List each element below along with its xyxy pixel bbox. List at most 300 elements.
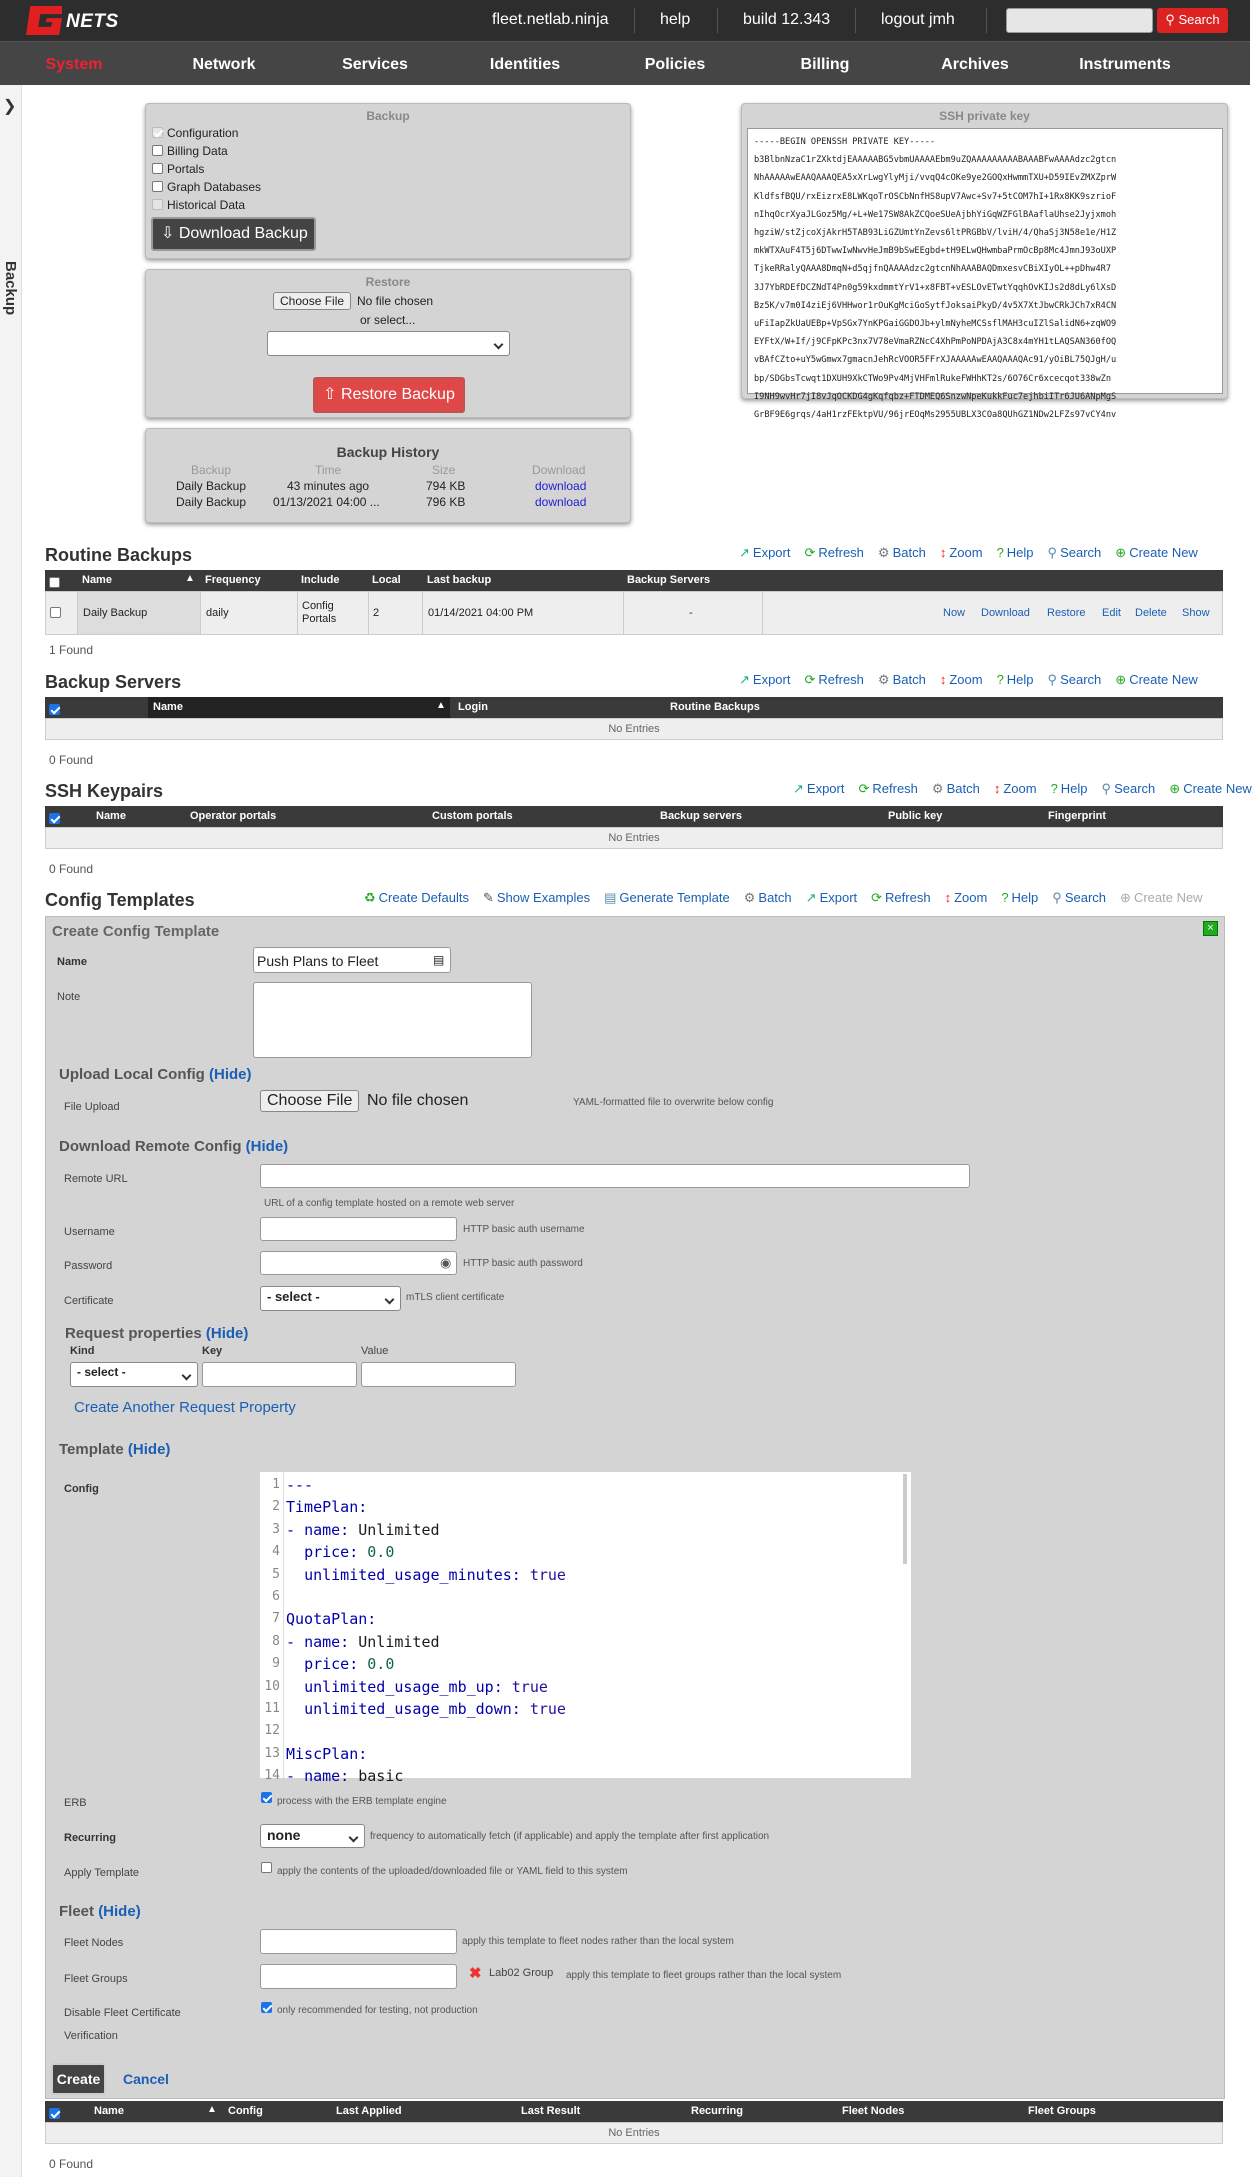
hide-download-link[interactable]: (Hide): [245, 1138, 289, 1155]
nav-policies[interactable]: Policies: [644, 56, 706, 73]
erb-label: ERB: [64, 1797, 87, 1809]
disable-cert-label-2: Verification: [64, 2030, 118, 2042]
col-public-key[interactable]: Public key: [888, 810, 943, 822]
eye-icon[interactable]: ◉: [440, 1255, 452, 1270]
hide-upload-link[interactable]: (Hide): [209, 1066, 252, 1083]
batch-icon: ⚙: [743, 890, 756, 905]
col-backup-servers[interactable]: Backup Servers: [627, 574, 711, 586]
col-custom-portals[interactable]: Custom portals: [432, 810, 513, 822]
tool-refresh[interactable]: [804, 545, 863, 560]
key-line: hgziW/stZjcoXjAkrH5TAB93LiGZUmtYnZevs6ltPRGBbV/lviH/4/QhaSj3N58e1e/H1Z: [754, 228, 1117, 239]
history-title: Backup History: [336, 444, 440, 460]
tool-label: Search: [1064, 890, 1107, 905]
cell-last-backup: 01/14/2021 04:00 PM: [428, 607, 534, 619]
apply-template-checkbox[interactable]: [261, 1861, 276, 1875]
fleet-groups-input[interactable]: [260, 1964, 457, 1989]
value-input[interactable]: [361, 1362, 516, 1387]
action-restore[interactable]: Restore: [1047, 607, 1086, 619]
fleet-group-tag: Lab02 Group: [489, 1967, 554, 1979]
code-line: - name: basic: [286, 1767, 404, 1786]
recurring-label: Recurring: [64, 1832, 116, 1844]
panel-title: SSH private key: [939, 109, 1030, 123]
tool-label: Export: [819, 890, 858, 905]
cancel-link[interactable]: Cancel: [123, 2071, 169, 2087]
refresh-icon: ⟳: [804, 672, 816, 687]
disable-cert-label: Disable Fleet Certificate: [64, 2007, 181, 2019]
search-button[interactable]: [1157, 8, 1228, 33]
action-delete[interactable]: Delete: [1135, 607, 1167, 619]
tool-label: Search: [1060, 672, 1102, 687]
tool-zoom[interactable]: [945, 890, 988, 905]
action-download[interactable]: Download: [981, 607, 1030, 619]
erb-checkbox[interactable]: [261, 1791, 276, 1805]
nav-instruments[interactable]: Instruments: [1079, 56, 1171, 73]
col-local[interactable]: Local: [372, 574, 401, 586]
section-label: Request properties: [65, 1325, 202, 1342]
section-label: Download Remote Config: [59, 1138, 242, 1155]
line-number: 10: [264, 1678, 280, 1694]
file-hint: YAML-formatted file to overwrite below config: [573, 1097, 774, 1108]
option-billing-data[interactable]: [152, 144, 228, 158]
close-icon[interactable]: ×: [1203, 921, 1218, 936]
tool-label: Help: [1011, 890, 1039, 905]
tool-export[interactable]: [739, 545, 790, 560]
tool-create-defaults[interactable]: [364, 890, 469, 905]
history-time: 43 minutes ago: [287, 479, 370, 493]
option-portals[interactable]: [152, 162, 204, 176]
tool-batch[interactable]: [878, 545, 926, 560]
line-number: 2: [272, 1499, 280, 1515]
line-number: 1: [272, 1477, 280, 1492]
value-label: Value: [361, 1345, 389, 1357]
col-frequency[interactable]: Frequency: [205, 574, 261, 586]
tool-label: Refresh: [818, 545, 864, 560]
zoom-icon: ↕: [993, 781, 1001, 796]
divider: [717, 8, 718, 33]
sidebar-label[interactable]: Backup: [2, 261, 19, 316]
gutter-divider: [283, 1472, 284, 1778]
key-line: GrBF9E6grqs/4aH1rzFEktpVU/96jrEOqMs2955UBLX3COa8QUhGZ1NDw2LFZs97vCY4nv: [754, 410, 1117, 421]
checkbox: [261, 2002, 272, 2013]
username-input[interactable]: [260, 1217, 457, 1241]
tool-label: Export: [806, 781, 845, 796]
divider: [634, 8, 635, 33]
col-name[interactable]: Name: [153, 701, 183, 713]
result-count: 0 Found: [49, 2157, 94, 2171]
history-backup: Daily Backup: [176, 479, 247, 493]
checkbox: [50, 607, 61, 618]
export-icon: ↗: [739, 545, 750, 560]
line-number: 4: [272, 1544, 280, 1560]
tool-generate-template[interactable]: [604, 890, 730, 905]
hide-request-props-link[interactable]: (Hide): [205, 1325, 249, 1342]
zoom-icon: ↕: [939, 545, 947, 560]
code-line: unlimited_usage_mb_up: true: [304, 1677, 548, 1696]
tool-help[interactable]: [1051, 781, 1088, 796]
create-new-icon: ⊕: [1115, 672, 1127, 687]
divider: [422, 592, 423, 634]
ssh-key-textarea[interactable]: [747, 128, 1223, 421]
tool-search[interactable]: [1048, 545, 1102, 560]
zoom-icon: ↕: [939, 672, 947, 687]
download-backup-label: Download Backup: [178, 225, 308, 242]
line-number: 5: [272, 1566, 280, 1582]
col-login[interactable]: Login: [458, 701, 488, 713]
apply-template-hint: apply the contents of the uploaded/downloaded file or YAML field to this system: [277, 1866, 628, 1877]
col-include[interactable]: Include: [301, 574, 340, 586]
fleet-section-title: [59, 1903, 141, 1920]
row-checkbox[interactable]: [50, 606, 65, 620]
tool-batch[interactable]: [878, 672, 926, 687]
routine-backups-title: Routine Backups: [45, 545, 193, 565]
section-label: Fleet: [59, 1903, 95, 1920]
tool-refresh[interactable]: [858, 781, 917, 796]
search-icon: ⚲: [1165, 12, 1175, 27]
divider: [855, 8, 856, 33]
nav-billing[interactable]: Billing: [800, 56, 850, 73]
tool-label: Batch: [946, 781, 980, 796]
select-value: - select -: [267, 1289, 320, 1304]
col-fleet-nodes[interactable]: Fleet Nodes: [842, 2105, 905, 2117]
generate-template-icon: ▤: [604, 890, 617, 905]
divider: [986, 8, 987, 33]
kind-select[interactable]: [70, 1362, 198, 1387]
nav-archives[interactable]: Archives: [941, 56, 1009, 73]
tool-help[interactable]: [997, 672, 1034, 687]
host-link[interactable]: fleet.netlab.ninja: [492, 11, 609, 28]
logout-link[interactable]: logout jmh: [881, 11, 955, 28]
main-nav: [0, 41, 1250, 85]
tool-zoom[interactable]: [994, 781, 1037, 796]
cell-name: Daily Backup: [83, 607, 148, 619]
apply-template-label: Apply Template: [64, 1867, 140, 1879]
ssh-key-panel: [741, 103, 1228, 421]
search-button-label: Search: [1178, 12, 1220, 27]
search-input[interactable]: [1006, 8, 1153, 33]
line-number: 3: [272, 1521, 280, 1537]
checkbox[interactable]: [152, 163, 163, 174]
export-icon: ↗: [739, 672, 750, 687]
checkbox[interactable]: [152, 145, 163, 156]
key-line: uFiIapZkUaUEBp+VpSGx7YnKPGaiGGDOJb+ylmNyheMCSsflMAH3cuIZlSalidN6+zqWO9: [754, 319, 1117, 330]
username-hint: HTTP basic auth username: [463, 1224, 585, 1235]
line-number: 7: [272, 1611, 280, 1627]
hide-template-link[interactable]: (Hide): [127, 1441, 171, 1458]
col-name[interactable]: Name: [82, 574, 112, 586]
select-all-checkbox[interactable]: [49, 2104, 64, 2117]
panel-title: Backup: [366, 109, 410, 123]
line-number: 12: [264, 1723, 280, 1739]
tool-show-examples[interactable]: [483, 890, 590, 905]
refresh-icon: ⟳: [871, 890, 883, 905]
col-fingerprint[interactable]: Fingerprint: [1048, 810, 1107, 822]
option-graph-databases[interactable]: [152, 180, 261, 194]
create-new-icon: ⊕: [1169, 781, 1181, 796]
logo-text: NETS: [66, 11, 119, 32]
no-entries: No Entries: [45, 2122, 1223, 2144]
tool-export[interactable]: [739, 672, 790, 687]
tool-zoom[interactable]: [940, 672, 983, 687]
col-header: Time: [315, 463, 342, 477]
search-icon: ⚲: [1052, 890, 1062, 905]
name-input[interactable]: [253, 947, 451, 973]
line-number: 6: [272, 1589, 280, 1604]
divider: [623, 592, 624, 634]
option-historical-data[interactable]: [152, 198, 245, 212]
help-link[interactable]: help: [660, 11, 691, 28]
tool-batch[interactable]: [932, 781, 980, 796]
file-status: No file chosen: [357, 294, 434, 308]
col-fleet-groups[interactable]: Fleet Groups: [1028, 2105, 1096, 2117]
tool-create-new[interactable]: [1115, 672, 1198, 687]
key-line: Bz5K/v7m0I4ziEj6VHHwor1rOuKgMciGoSytfJoksaiPkyD/4v5X7XtJbwCRkJCh7xR4CN: [754, 300, 1117, 311]
create-defaults-icon: ♻: [364, 890, 376, 905]
option-label: Configuration: [167, 126, 239, 140]
key-input[interactable]: [202, 1362, 357, 1387]
code-line: - name: Unlimited: [286, 1632, 440, 1651]
tool-label: Create New: [1129, 545, 1198, 560]
tool-label: Show Examples: [496, 890, 591, 905]
col-routine-backups[interactable]: Routine Backups: [670, 701, 760, 713]
tool-create-new[interactable]: [1169, 781, 1252, 796]
sort-asc-icon[interactable]: ▲: [185, 573, 195, 584]
sort-asc-icon[interactable]: ▲: [207, 2104, 217, 2115]
col-last-result[interactable]: Last Result: [521, 2105, 581, 2117]
password-hint: HTTP basic auth password: [463, 1258, 583, 1269]
create-new-icon: ⊕: [1120, 890, 1131, 905]
select-all-checkbox[interactable]: [49, 809, 64, 822]
ssh-keypairs-header: [45, 806, 1223, 827]
col-last-backup[interactable]: Last backup: [427, 574, 492, 586]
checkbox[interactable]: [152, 127, 163, 138]
ssh-keypairs-title: SSH Keypairs: [45, 781, 164, 801]
config-code-editor[interactable]: [260, 1472, 911, 1786]
editor-scrollbar[interactable]: [903, 1474, 907, 1564]
history-time: 01/13/2021 04:00 ...: [273, 495, 380, 509]
backup-servers-toolbar: [725, 672, 1198, 688]
refresh-icon: ⟳: [804, 545, 816, 560]
tool-refresh[interactable]: [804, 672, 863, 687]
disable-cert-hint: only recommended for testing, not production: [277, 2005, 478, 2016]
nav-system[interactable]: System: [45, 56, 103, 73]
tool-label: Create New: [1183, 781, 1252, 796]
routine-backups-header: [45, 570, 1223, 591]
logo[interactable]: [26, 6, 126, 35]
kind-label: Kind: [70, 1345, 95, 1357]
tool-create-new[interactable]: [1120, 890, 1203, 905]
export-icon: ↗: [793, 781, 804, 796]
tool-label: Export: [752, 672, 791, 687]
option-configuration[interactable]: [152, 126, 238, 140]
result-count: 1 Found: [49, 643, 94, 657]
fleet-groups-hint: apply this template to fleet groups rather than the local system: [566, 1970, 842, 1981]
cell-local: 2: [373, 607, 380, 619]
line-number: 11: [264, 1701, 280, 1716]
option-label: Billing Data: [167, 144, 228, 158]
note-textarea[interactable]: [253, 982, 532, 1058]
request-props-title: [65, 1325, 248, 1342]
tool-zoom[interactable]: [940, 545, 983, 560]
key-line: 3J7YbRDEfDCZNdT4Pn0g59kxdmmtYrV1+x8FBT+vESLOvETwtYqqhOvKIJs2d8dLy6lXsD: [754, 282, 1117, 293]
checkbox: [49, 2108, 60, 2119]
config-templates-title: Config Templates: [45, 890, 195, 910]
table-row[interactable]: [45, 591, 1223, 635]
cell-servers: -: [689, 607, 693, 619]
action-now[interactable]: Now: [943, 607, 966, 619]
section-label: Upload Local Config: [59, 1066, 205, 1083]
create-new-icon: ⊕: [1115, 545, 1127, 560]
col-name[interactable]: Name: [94, 2105, 124, 2117]
top-bar: [0, 0, 1250, 41]
col-header: Size: [432, 463, 456, 477]
col-backup-servers[interactable]: Backup servers: [660, 810, 742, 822]
no-entries: No Entries: [45, 718, 1223, 740]
hide-fleet-link[interactable]: (Hide): [98, 1903, 141, 1920]
remote-url-input[interactable]: [260, 1164, 970, 1188]
create-request-property-link[interactable]: Create Another Request Property: [74, 1399, 296, 1416]
password-input[interactable]: [260, 1251, 457, 1275]
cell-include: Config Portals: [302, 600, 337, 625]
checkbox: [49, 577, 60, 588]
history-download-link[interactable]: download: [535, 495, 587, 509]
option-label: Historical Data: [167, 198, 246, 212]
key-line: mkWTXAuF4T5j6DTwwIwNwvHeJmB9bSwEEgbd+tH9ELwQHwmbaPrmOcBp8Mc4JmnJ93oUXP: [754, 246, 1117, 257]
tool-search[interactable]: [1102, 781, 1156, 796]
nav-services[interactable]: Services: [342, 56, 408, 73]
tool-label: Search: [1060, 545, 1102, 560]
tool-search[interactable]: [1052, 890, 1106, 905]
sort-asc-icon[interactable]: ▲: [436, 700, 446, 711]
disable-cert-checkbox[interactable]: [261, 2001, 276, 2015]
select-all-checkbox[interactable]: [49, 700, 64, 713]
choose-file-button[interactable]: Choose File: [273, 292, 351, 310]
chevron-right-icon[interactable]: ❯: [3, 98, 17, 115]
history-size: 796 KB: [426, 495, 466, 509]
checkbox: [49, 813, 60, 824]
col-name[interactable]: Name: [96, 810, 126, 822]
history-size: 794 KB: [426, 479, 466, 493]
key-line: KldfsfBQU/rxEizrxE8LWKqoTrOSCbNnfHS8upV7Awc+Sv7+5tCOM7hI+1Rx8KK9szrioF: [754, 191, 1117, 202]
tool-export[interactable]: [806, 890, 857, 905]
tool-label: Help: [1006, 672, 1034, 687]
name-label: Name: [57, 956, 87, 968]
select-value: - select -: [77, 1365, 126, 1379]
export-icon: ↗: [805, 890, 817, 905]
template-section-title: [59, 1441, 170, 1458]
checkbox: [261, 1792, 272, 1803]
action-show[interactable]: Show: [1182, 607, 1210, 619]
key-label: Key: [202, 1345, 223, 1357]
divider: [762, 592, 763, 634]
download-icon: ⇩: [161, 225, 175, 242]
remote-url-label: Remote URL: [64, 1173, 128, 1185]
tool-export[interactable]: [793, 781, 844, 796]
erb-hint: process with the ERB template engine: [277, 1796, 447, 1807]
result-count: 0 Found: [49, 753, 94, 767]
action-edit[interactable]: Edit: [1102, 607, 1121, 619]
backup-servers-title: Backup Servers: [45, 672, 182, 692]
col-last-applied[interactable]: Last Applied: [336, 2105, 402, 2117]
tool-help[interactable]: [997, 545, 1034, 560]
col-operator-portals[interactable]: Operator portals: [190, 810, 277, 822]
cell-frequency: daily: [206, 607, 229, 619]
backup-panel: [145, 103, 631, 259]
checkbox[interactable]: [152, 199, 163, 210]
choose-file-button[interactable]: Choose File: [260, 1090, 359, 1112]
tool-refresh[interactable]: [871, 890, 930, 905]
history-download-link[interactable]: download: [535, 479, 587, 493]
recurring-hint: frequency to automatically fetch (if applicable) and apply the template after first application: [370, 1831, 770, 1842]
tool-create-new[interactable]: [1115, 545, 1198, 560]
batch-icon: ⚙: [877, 672, 890, 687]
code-line: TimePlan:: [286, 1498, 368, 1517]
divider: [368, 592, 369, 634]
key-line: b3BlbnNzaC1rZXktdjEAAAAABG5vbmUAAAAEbm9uZQAAAAAAAAABAAABFwAAAAdzc2gtcn: [754, 155, 1117, 166]
nav-identities[interactable]: Identities: [489, 56, 561, 73]
tool-batch[interactable]: [744, 890, 792, 905]
code-line: unlimited_usage_minutes: true: [304, 1565, 566, 1584]
help-icon: ?: [1050, 781, 1058, 796]
checkbox: [49, 704, 60, 715]
col-recurring[interactable]: Recurring: [691, 2105, 743, 2117]
restore-backup-button[interactable]: [313, 377, 465, 413]
result-count: 0 Found: [49, 862, 94, 876]
key-line: TjkeRRalyQAAA8DmqN+d5qjfnQAAAAdzc2gtcnNhAAABAQDmxesvCBiXIyOL++pDhw4R7: [754, 264, 1111, 275]
remove-tag-icon[interactable]: ✖: [469, 1965, 482, 1982]
code-line: QuotaPlan:: [286, 1610, 377, 1629]
no-entries: No Entries: [45, 827, 1223, 849]
form-title: Create Config Template: [52, 923, 220, 940]
restore-backup-label: Restore Backup: [341, 386, 455, 403]
download-backup-button[interactable]: [151, 217, 316, 251]
show-examples-icon: ✎: [482, 890, 494, 905]
tool-label: Batch: [892, 545, 926, 560]
file-status: No file chosen: [367, 1092, 469, 1109]
username-label: Username: [64, 1226, 115, 1238]
download-section-title: [59, 1138, 288, 1155]
tool-label: Search: [1114, 781, 1156, 796]
certificate-hint: mTLS client certificate: [406, 1292, 505, 1303]
key-line: I9NH9wvHr7jI8vJqOCKDG4gKqfqbz+FTDMEQ6SnzwNpeKukkFuc7ejhbiITr6JU6ANpMgS: [754, 391, 1117, 402]
create-button[interactable]: Create: [51, 2063, 106, 2095]
recurring-select[interactable]: [260, 1824, 365, 1848]
certificate-select[interactable]: [260, 1286, 401, 1311]
build-label: build 12.343: [743, 11, 831, 28]
backup-select[interactable]: [267, 331, 510, 356]
tool-label: Batch: [758, 890, 792, 905]
tool-label: Export: [752, 545, 791, 560]
card-icon: ▤: [433, 953, 445, 967]
code-line: price: 0.0: [304, 1543, 395, 1562]
fleet-nodes-hint: apply this template to fleet nodes rather than the local system: [462, 1936, 734, 1947]
line-number: 14: [264, 1768, 280, 1784]
tool-help[interactable]: [1001, 890, 1038, 905]
nav-network[interactable]: Network: [192, 56, 256, 73]
divider: [297, 592, 298, 634]
checkbox[interactable]: [152, 181, 163, 192]
tool-label: Refresh: [818, 672, 864, 687]
fleet-nodes-input[interactable]: [260, 1929, 457, 1954]
code-line: ---: [286, 1476, 314, 1494]
config-templates-toolbar: [350, 890, 1203, 906]
config-templates-header: [45, 2101, 1223, 2122]
note-label: Note: [57, 991, 81, 1003]
tool-search[interactable]: [1048, 672, 1102, 687]
col-config[interactable]: Config: [228, 2105, 263, 2117]
tool-label: Batch: [892, 672, 926, 687]
help-icon: ?: [996, 672, 1004, 687]
key-line: -----BEGIN OPENSSH PRIVATE KEY-----: [754, 137, 936, 147]
